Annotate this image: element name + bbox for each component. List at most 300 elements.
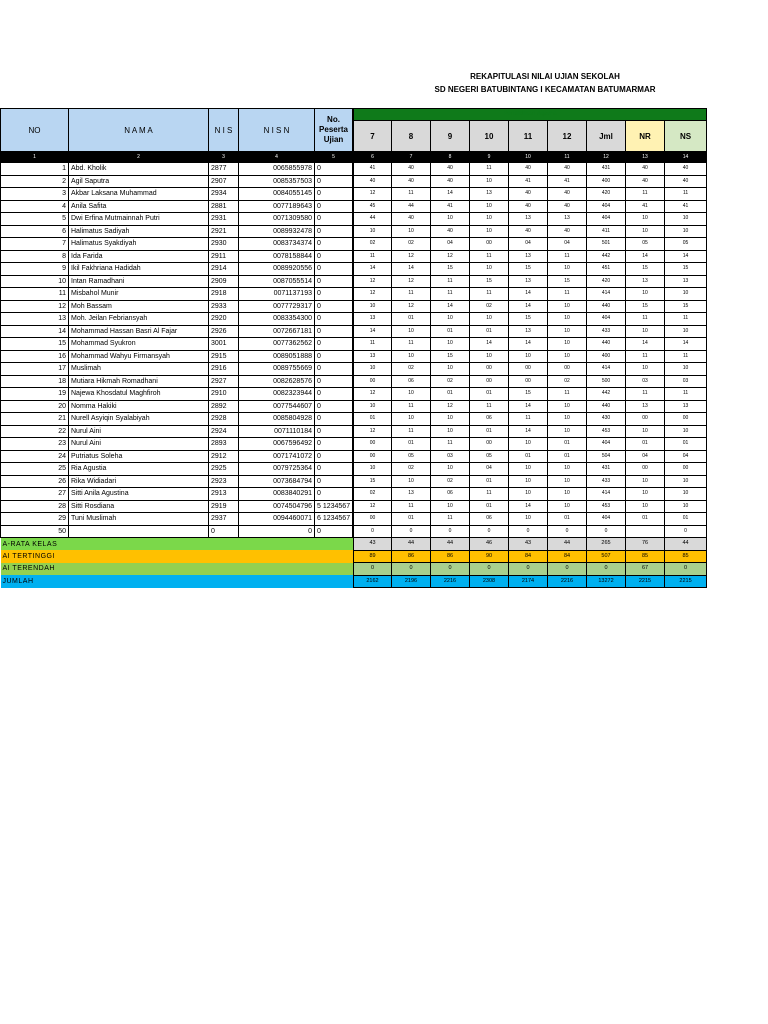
table-row [1,275,707,288]
cell-score: 00 [470,363,509,376]
cell-score: 420 [587,188,626,201]
cell-score: 04 [509,238,548,251]
cell-score: 01 [392,313,431,326]
cell-score: 440 [587,400,626,413]
cell-score: 11 [470,163,509,176]
cell-score: 10 [354,400,392,413]
cell-peserta: 0 [315,363,353,376]
cell-nisn: 0079725364 [239,463,315,476]
cell-score: 15 [509,313,548,326]
cell-nis: 2930 [209,238,239,251]
cell-nama: Akbar Laksana Muhammad [69,188,209,201]
cell-nisn: 0085804928 [239,413,315,426]
cell-score: 400 [587,350,626,363]
cell-nis: 2907 [209,175,239,188]
table-row [1,400,707,413]
cell-score: 431 [587,163,626,176]
cell-peserta: 0 [315,225,353,238]
summary-row-min [1,563,707,576]
cell-nis: 2916 [209,363,239,376]
summary-value: 90 [470,550,509,563]
header-col-7: 7 [354,121,392,152]
cell-peserta: 0 [315,338,353,351]
cell-score: 10 [470,350,509,363]
cell-score: 40 [509,163,548,176]
cell-score: 44 [392,200,431,213]
cell-score: 10 [548,413,587,426]
summary-label: JUMLAH [1,575,353,588]
cell-score: 10 [509,488,548,501]
cell-peserta: 6 1234567 [315,513,353,526]
cell-peserta: 0 [315,413,353,426]
cell-nama: Sitti Rosdiana [69,500,209,513]
cell-score: 05 [665,238,707,251]
cell-score: 10 [665,475,707,488]
cell-score: 04 [548,238,587,251]
cell-nis: 2920 [209,313,239,326]
cell-score: 14 [509,400,548,413]
cell-score: 01 [470,388,509,401]
header-col-8: 8 [392,121,431,152]
cell-score: 15 [665,263,707,276]
cell-score: 10 [548,263,587,276]
cell-score: 10 [548,400,587,413]
cell-nama: Mohammad Wahyu Firmansyah [69,350,209,363]
cell-score: 10 [354,363,392,376]
summary-value: 0 [509,563,548,576]
cell-no: 7 [1,238,69,251]
cell-nis: 2921 [209,225,239,238]
cell-nama: Nomma Hakiki [69,400,209,413]
cell-score: 11 [509,413,548,426]
cell-nis: 2928 [209,413,239,426]
cell-score: 11 [431,438,470,451]
cell-no: 5 [1,213,69,226]
table-row [1,425,707,438]
summary-value: 0 [470,563,509,576]
cell-score: 10 [665,225,707,238]
cell-score: 10 [548,488,587,501]
summary-row-max [1,550,707,563]
cell-score: 10 [392,350,431,363]
cell-nis: 2911 [209,250,239,263]
cell-peserta: 0 [315,275,353,288]
cell-no: 21 [1,413,69,426]
cell-score: 10 [509,438,548,451]
cell-score: 01 [665,438,707,451]
title-line-2: SD NEGERI BATUBINTANG I KECAMATAN BATUMARMAR [434,85,656,94]
cell-nis: 2919 [209,500,239,513]
cell-score: 01 [548,438,587,451]
cell-peserta: 0 [315,450,353,463]
table-row [1,263,707,276]
cell-score: 11 [392,338,431,351]
cell-score: 04 [665,450,707,463]
cell-score: 13 [548,213,587,226]
cell-score: 06 [470,513,509,526]
cell-score: 10 [392,475,431,488]
cell-score: 13 [354,350,392,363]
cell-score: 453 [587,500,626,513]
cell-score: 01 [470,500,509,513]
cell-nis: 2915 [209,350,239,363]
cell-nama: Najewa Khosdatul Maghfiroh [69,388,209,401]
cell-score: 02 [548,375,587,388]
cell-score: 0 [431,525,470,538]
cell-score: 01 [665,513,707,526]
cell-score: 12 [392,250,431,263]
cell-peserta: 0 [315,388,353,401]
summary-value: 44 [548,538,587,551]
cell-nama: Halimatus Sadiyah [69,225,209,238]
summary-row-tot [1,575,707,588]
cell-score: 11 [470,250,509,263]
header-nisn: N I S N [239,109,315,152]
table-row [1,238,707,251]
cell-score: 14 [626,250,665,263]
cell-score: 10 [431,213,470,226]
cell-score: 00 [354,513,392,526]
cell-score: 400 [587,175,626,188]
cell-score: 14 [509,300,548,313]
cell-score: 10 [392,413,431,426]
summary-value: 507 [587,550,626,563]
table-row [1,450,707,463]
cell-score: 41 [509,175,548,188]
cell-peserta: 0 [315,463,353,476]
cell-score: 40 [431,175,470,188]
cell-score: 15 [626,300,665,313]
cell-score: 433 [587,325,626,338]
cell-score: 10 [470,175,509,188]
cell-score: 13 [392,488,431,501]
summary-value: 46 [470,538,509,551]
cell-nama: Sitti Anila Agustina [69,488,209,501]
cell-peserta: 5 1234567 [315,500,353,513]
cell-score: 14 [665,250,707,263]
cell-score: 10 [548,338,587,351]
cell-score: 01 [470,475,509,488]
cell-no: 9 [1,263,69,276]
summary-value: 2216 [431,575,470,588]
cell-score: 14 [354,263,392,276]
cell-no: 6 [1,225,69,238]
column-number: 4 [239,152,315,163]
cell-nis: 2923 [209,475,239,488]
cell-score: 11 [626,388,665,401]
cell-nisn: 0077362562 [239,338,315,351]
cell-score: 11 [431,288,470,301]
cell-no: 25 [1,463,69,476]
cell-score: 442 [587,250,626,263]
cell-peserta: 0 [315,188,353,201]
cell-score: 12 [354,188,392,201]
cell-score: 10 [509,350,548,363]
cell-score: 01 [392,513,431,526]
cell-nama: Ria Agustia [69,463,209,476]
summary-value: 2162 [354,575,392,588]
cell-score: 10 [392,388,431,401]
title-line-1: REKAPITULASI NILAI UJIAN SEKOLAH [470,72,620,81]
cell-peserta: 0 [315,375,353,388]
cell-score: 10 [431,500,470,513]
cell-nama: Mutiara Hikmah Romadhani [69,375,209,388]
cell-score: 00 [665,463,707,476]
cell-nisn: 0094460071 [239,513,315,526]
cell-score: 10 [392,325,431,338]
cell-score: 11 [431,513,470,526]
cell-score: 10 [431,413,470,426]
cell-score: 440 [587,338,626,351]
cell-score: 10 [354,300,392,313]
cell-score: 41 [626,200,665,213]
table-row [1,250,707,263]
cell-score: 12 [354,425,392,438]
cell-score: 431 [587,463,626,476]
cell-score: 10 [470,225,509,238]
cell-score: 13 [626,275,665,288]
cell-nisn: 0073684794 [239,475,315,488]
summary-value: 86 [392,550,431,563]
cell-nis: 2912 [209,450,239,463]
cell-no: 1 [1,163,69,176]
summary-label: AI TERENDAH [1,563,353,576]
cell-score: 41 [548,175,587,188]
score-table [0,108,707,588]
cell-score: 14 [509,500,548,513]
cell-score: 11 [665,350,707,363]
cell-nama: Moh. Jeilan Febriansyah [69,313,209,326]
cell-no: 16 [1,350,69,363]
cell-score: 504 [587,450,626,463]
header-nis: N I S [209,109,239,152]
table-row [1,200,707,213]
cell-score: 11 [392,288,431,301]
cell-score: 11 [392,188,431,201]
cell-score: 10 [548,500,587,513]
cell-score: 04 [470,463,509,476]
cell-score: 00 [354,438,392,451]
table-row [1,225,707,238]
cell-nisn: 0085357503 [239,175,315,188]
cell-score: 13 [354,313,392,326]
cell-score: 06 [470,413,509,426]
summary-value: 2216 [548,575,587,588]
cell-nis: 2913 [209,488,239,501]
cell-score: 12 [354,500,392,513]
summary-value: 44 [431,538,470,551]
cell-score: 03 [626,375,665,388]
summary-value: 86 [431,550,470,563]
cell-score: 10 [626,475,665,488]
cell-score: 10 [665,500,707,513]
cell-nisn: 0083734374 [239,238,315,251]
cell-no: 19 [1,388,69,401]
cell-score: 10 [470,213,509,226]
cell-score: 15 [354,475,392,488]
cell-score: 11 [431,275,470,288]
cell-nis: 2924 [209,425,239,438]
cell-peserta: 0 [315,400,353,413]
summary-label: AI TERTINGGI [1,550,353,563]
cell-score: 40 [509,200,548,213]
cell-score: 500 [587,375,626,388]
cell-nama: Mohammad Hassan Basri Al Fajar [69,325,209,338]
summary-value: 2215 [665,575,707,588]
cell-nis: 2925 [209,463,239,476]
cell-score: 11 [392,425,431,438]
table-row [1,300,707,313]
cell-nama: Mohammad Syukron [69,338,209,351]
cell-nis: 0 [209,525,239,538]
cell-nama: Putriatus Soleha [69,450,209,463]
table-row [1,500,707,513]
table-row [1,350,707,363]
cell-score: 00 [470,238,509,251]
cell-score: 13 [626,400,665,413]
summary-value: 43 [354,538,392,551]
table-row [1,175,707,188]
header-col-jml: Jml [587,121,626,152]
cell-score: 404 [587,438,626,451]
cell-score: 10 [665,325,707,338]
cell-score: 14 [509,288,548,301]
cell-no: 14 [1,325,69,338]
column-number: 10 [509,152,548,163]
cell-score: 40 [392,213,431,226]
cell-nama: Moh Bassam [69,300,209,313]
cell-score: 40 [431,163,470,176]
cell-no: 50 [1,525,69,538]
cell-no: 13 [1,313,69,326]
cell-nama: Agil Saputra [69,175,209,188]
cell-score: 45 [354,200,392,213]
cell-score: 12 [354,388,392,401]
cell-score: 12 [431,400,470,413]
cell-score: 40 [548,188,587,201]
cell-score: 40 [392,175,431,188]
cell-peserta: 0 [315,425,353,438]
cell-score: 40 [626,175,665,188]
cell-peserta: 0 [315,313,353,326]
summary-value: 2174 [509,575,548,588]
cell-score: 10 [665,425,707,438]
cell-score: 00 [470,438,509,451]
cell-score: 15 [470,275,509,288]
cell-score: 10 [470,313,509,326]
table-row [1,388,707,401]
cell-nis: 2931 [209,213,239,226]
summary-value: 67 [626,563,665,576]
cell-nisn: 0089920556 [239,263,315,276]
cell-score: 01 [509,450,548,463]
cell-score: 11 [626,313,665,326]
cell-score: 10 [626,325,665,338]
summary-value: 2308 [470,575,509,588]
cell-score: 0 [392,525,431,538]
table-row [1,163,707,176]
cell-score: 02 [470,300,509,313]
column-number: 9 [470,152,509,163]
cell-score: 01 [470,425,509,438]
cell-score: 00 [626,463,665,476]
cell-score: 02 [431,375,470,388]
cell-nisn: 0065855978 [239,163,315,176]
cell-nama: Rika Widiadari [69,475,209,488]
cell-score: 11 [470,488,509,501]
cell-score: 0 [509,525,548,538]
cell-no: 2 [1,175,69,188]
cell-no: 3 [1,188,69,201]
cell-score: 00 [548,363,587,376]
cell-score: 10 [626,488,665,501]
summary-value: 76 [626,538,665,551]
cell-score: 40 [392,163,431,176]
column-number-row [1,152,707,163]
cell-nama: Halimatus Syakdiyah [69,238,209,251]
cell-score: 00 [354,375,392,388]
cell-score: 10 [431,425,470,438]
summary-value: 0 [587,563,626,576]
cell-peserta: 0 [315,288,353,301]
cell-score: 15 [431,350,470,363]
cell-score: 11 [470,400,509,413]
cell-score: 14 [509,425,548,438]
cell-nis: 2909 [209,275,239,288]
cell-score: 420 [587,275,626,288]
table-row [1,325,707,338]
cell-score: 11 [392,400,431,413]
cell-nisn: 0 [239,525,315,538]
summary-value: 89 [354,550,392,563]
cell-score: 404 [587,200,626,213]
cell-no: 22 [1,425,69,438]
cell-score: 01 [548,513,587,526]
cell-score: 10 [548,463,587,476]
cell-no: 23 [1,438,69,451]
cell-no: 27 [1,488,69,501]
header-col-9: 9 [431,121,470,152]
cell-score: 02 [354,488,392,501]
summary-label: A-RATA KELAS [1,538,353,551]
cell-nama: Abd. Kholik [69,163,209,176]
cell-score: 05 [470,450,509,463]
header-no: NO [1,109,69,152]
cell-score: 15 [431,263,470,276]
cell-nisn: 0074504796 [239,500,315,513]
cell-score: 00 [626,413,665,426]
cell-score: 10 [548,325,587,338]
summary-value: 2215 [626,575,665,588]
cell-score: 00 [354,450,392,463]
cell-score: 04 [431,238,470,251]
summary-value: 0 [431,563,470,576]
cell-peserta: 0 [315,200,353,213]
summary-value: 13272 [587,575,626,588]
cell-score: 10 [626,363,665,376]
cell-nisn: 0071741072 [239,450,315,463]
cell-nama: Ikil Fakhriana Hadidah [69,263,209,276]
cell-score: 11 [470,288,509,301]
cell-score: 0 [587,525,626,538]
cell-score: 05 [626,238,665,251]
table-row [1,513,707,526]
cell-nisn: 0077189643 [239,200,315,213]
cell-nama: Nurul Aini [69,438,209,451]
cell-score: 40 [509,225,548,238]
cell-nisn: 0072667181 [239,325,315,338]
summary-value: 44 [665,538,707,551]
